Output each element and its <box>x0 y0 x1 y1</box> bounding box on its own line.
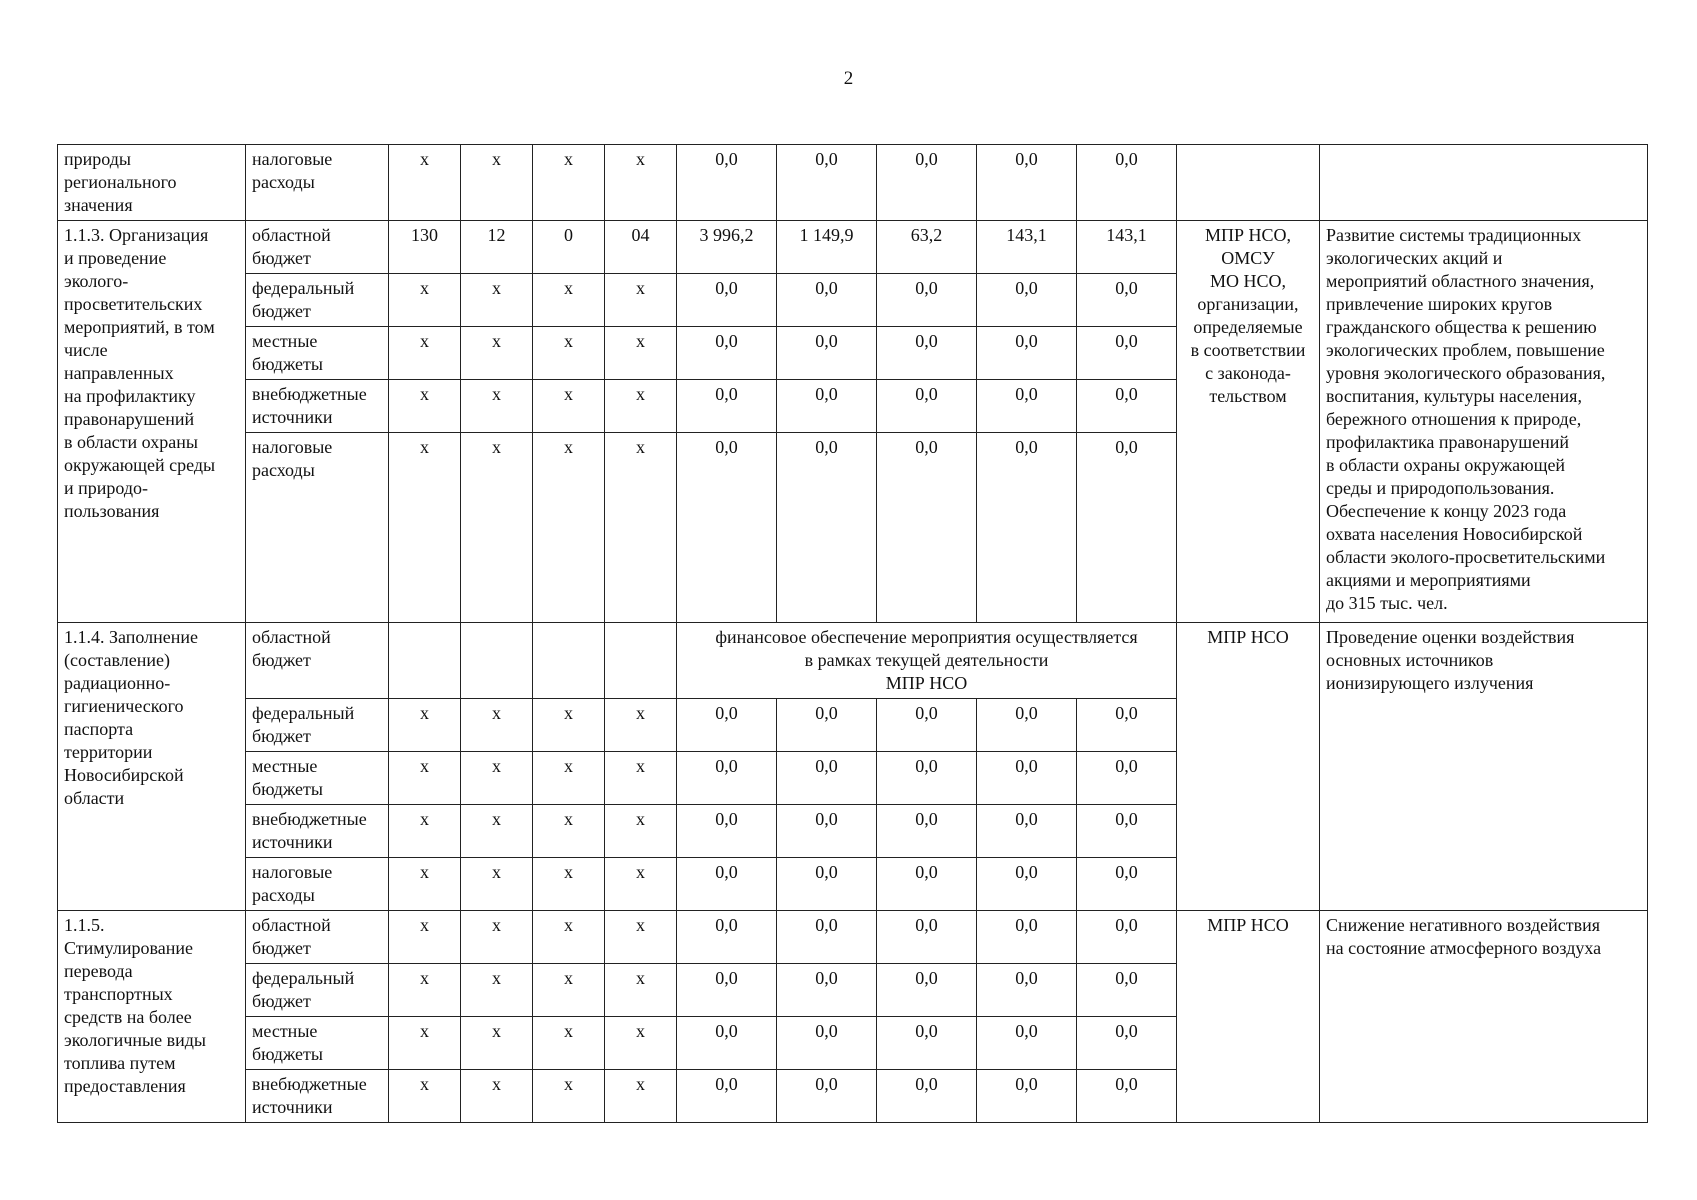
amount-cell: 0,0 <box>977 858 1077 911</box>
amount-cell: 0,0 <box>977 911 1077 964</box>
budget-code-cell: х <box>461 145 533 221</box>
funding-source-cell: областной бюджет <box>246 623 389 699</box>
budget-code-cell: х <box>605 805 677 858</box>
activity-name-cell: 1.1.3. Организация и проведение эколого- просветительских мероприятий, в том числе направленных на профилактику правонарушений в области охраны окружающей среды и природо- пользования <box>58 221 246 623</box>
budget-code-cell: х <box>605 858 677 911</box>
amount-cell: 0,0 <box>977 433 1077 623</box>
funding-source-cell: областной бюджет <box>246 911 389 964</box>
budget-code-cell: х <box>389 858 461 911</box>
budget-code-cell: х <box>533 964 605 1017</box>
budget-code-cell: 0 <box>533 221 605 274</box>
amount-cell: 0,0 <box>1077 1017 1177 1070</box>
amount-cell: 0,0 <box>977 1017 1077 1070</box>
activity-name-cell: 1.1.4. Заполнение (составление) радиационно- гигиенического паспорта территории Новосибирской области <box>58 623 246 911</box>
amount-cell: 0,0 <box>977 805 1077 858</box>
amount-cell: 0,0 <box>1077 274 1177 327</box>
table-row <box>58 623 1648 699</box>
activity-name-cell: природы регионального значения <box>58 145 246 221</box>
amount-cell: 0,0 <box>777 433 877 623</box>
amount-cell: 0,0 <box>977 752 1077 805</box>
budget-code-cell: х <box>461 1017 533 1070</box>
budget-code-cell: х <box>533 1070 605 1123</box>
amount-cell: 63,2 <box>877 221 977 274</box>
funding-source-cell: налоговые расходы <box>246 858 389 911</box>
amount-cell: 0,0 <box>677 327 777 380</box>
funding-source-cell: внебюджетные источники <box>246 805 389 858</box>
budget-code-cell: х <box>461 1070 533 1123</box>
budget-code-cell: х <box>389 911 461 964</box>
table-row <box>58 145 1648 221</box>
amount-cell: 0,0 <box>677 145 777 221</box>
executor-cell: МПР НСО <box>1177 911 1320 1123</box>
amount-cell: 0,0 <box>1077 911 1177 964</box>
activity-name-cell: 1.1.5. Стимулирование перевода транспортных средств на более экологичные виды топлива путем предоставления <box>58 911 246 1123</box>
amount-cell: 0,0 <box>977 274 1077 327</box>
amount-cell: 0,0 <box>877 805 977 858</box>
amount-cell: 0,0 <box>1077 433 1177 623</box>
budget-code-cell: х <box>605 699 677 752</box>
budget-code-cell: х <box>461 699 533 752</box>
amount-cell: 0,0 <box>677 858 777 911</box>
amount-cell: 0,0 <box>677 911 777 964</box>
table-row <box>58 911 1648 964</box>
amount-cell: 0,0 <box>877 1017 977 1070</box>
amount-cell: 0,0 <box>777 327 877 380</box>
amount-cell: 0,0 <box>777 1070 877 1123</box>
amount-cell: 0,0 <box>677 1017 777 1070</box>
budget-code-cell: х <box>389 805 461 858</box>
amount-cell: 0,0 <box>677 274 777 327</box>
budget-code-cell: х <box>461 274 533 327</box>
budget-code-cell: х <box>389 327 461 380</box>
budget-code-cell: х <box>461 433 533 623</box>
amount-cell: 0,0 <box>877 327 977 380</box>
amount-cell: 0,0 <box>877 145 977 221</box>
expected-result-cell <box>1320 145 1648 221</box>
amount-cell: 0,0 <box>877 964 977 1017</box>
budget-code-cell: х <box>389 274 461 327</box>
budget-code-cell: х <box>533 805 605 858</box>
expected-result-cell: Развитие системы традиционных экологических акций и мероприятий областного значения, привлечение широких кругов гражданского общества к решению экологических проблем, повышение уровня экологического образования, воспитания, культуры населения, бережного отношения к природе, профилактика правонарушений в области охраны окружающей среды и природопользования. Обеспечение к концу 2023 года охвата населения Новосибирской области эколого-просветительскими акциями и мероприятиями до 315 тыс. чел. <box>1320 221 1648 623</box>
amount-cell: 3 996,2 <box>677 221 777 274</box>
budget-code-cell: х <box>605 1017 677 1070</box>
amount-cell: 0,0 <box>677 805 777 858</box>
amount-cell: 0,0 <box>677 1070 777 1123</box>
amount-cell: 0,0 <box>877 858 977 911</box>
budget-code-cell: х <box>461 805 533 858</box>
amount-cell: 0,0 <box>1077 752 1177 805</box>
budget-code-cell: х <box>461 752 533 805</box>
budget-code-cell: х <box>533 911 605 964</box>
table-row <box>58 221 1648 274</box>
amount-cell: 0,0 <box>977 380 1077 433</box>
amount-cell: 0,0 <box>777 858 877 911</box>
budget-code-cell: х <box>461 911 533 964</box>
amount-cell: 0,0 <box>777 699 877 752</box>
amount-cell: 0,0 <box>1077 805 1177 858</box>
amount-cell: 0,0 <box>877 380 977 433</box>
budget-code-cell: х <box>605 433 677 623</box>
amount-cell: 0,0 <box>777 911 877 964</box>
budget-code-cell: х <box>605 752 677 805</box>
amount-cell: 0,0 <box>877 752 977 805</box>
budget-code-cell: х <box>389 1017 461 1070</box>
amount-cell: 0,0 <box>1077 699 1177 752</box>
amount-cell: 0,0 <box>1077 964 1177 1017</box>
amount-cell: 0,0 <box>777 752 877 805</box>
funding-source-cell: внебюджетные источники <box>246 380 389 433</box>
amount-cell: 0,0 <box>977 327 1077 380</box>
funding-source-cell: местные бюджеты <box>246 1017 389 1070</box>
budget-code-cell <box>461 623 533 699</box>
budget-code-cell: х <box>461 327 533 380</box>
amount-cell: 0,0 <box>877 433 977 623</box>
budget-code-cell: х <box>389 380 461 433</box>
budget-code-cell: х <box>533 433 605 623</box>
page-number: 2 <box>843 68 854 89</box>
budget-code-cell: х <box>605 964 677 1017</box>
amount-cell: 0,0 <box>977 1070 1077 1123</box>
amount-cell: 0,0 <box>777 380 877 433</box>
amount-cell: 0,0 <box>1077 380 1177 433</box>
amount-cell: 0,0 <box>777 1017 877 1070</box>
amount-cell: 0,0 <box>977 699 1077 752</box>
program-activities-table <box>57 144 1648 1123</box>
funding-source-cell: местные бюджеты <box>246 752 389 805</box>
amount-cell: 0,0 <box>777 805 877 858</box>
budget-code-cell: х <box>605 274 677 327</box>
budget-code-cell <box>605 623 677 699</box>
budget-code-cell: х <box>533 752 605 805</box>
budget-code-cell: х <box>605 145 677 221</box>
amount-cell: 0,0 <box>977 964 1077 1017</box>
budget-code-cell: х <box>389 145 461 221</box>
amount-cell: 0,0 <box>877 274 977 327</box>
funding-source-cell: местные бюджеты <box>246 327 389 380</box>
budget-code-cell: х <box>533 327 605 380</box>
amount-cell: 0,0 <box>777 964 877 1017</box>
budget-code-cell: х <box>389 699 461 752</box>
budget-code-cell: х <box>605 380 677 433</box>
expected-result-cell: Снижение негативного воздействия на состояние атмосферного воздуха <box>1320 911 1648 1123</box>
budget-code-cell: х <box>605 327 677 380</box>
budget-code-cell: х <box>605 1070 677 1123</box>
budget-code-cell: х <box>605 911 677 964</box>
budget-code-cell <box>533 623 605 699</box>
funding-source-cell: федеральный бюджет <box>246 699 389 752</box>
amount-cell: 0,0 <box>677 433 777 623</box>
amount-cell: 1 149,9 <box>777 221 877 274</box>
budget-code-cell: х <box>461 858 533 911</box>
amount-cell: 0,0 <box>977 145 1077 221</box>
funding-source-cell: областной бюджет <box>246 221 389 274</box>
executor-cell: МПР НСО <box>1177 623 1320 911</box>
budget-code-cell: х <box>533 380 605 433</box>
budget-code-cell: х <box>389 1070 461 1123</box>
funding-source-cell: федеральный бюджет <box>246 274 389 327</box>
budget-code-cell <box>389 623 461 699</box>
amount-cell: 0,0 <box>1077 858 1177 911</box>
budget-code-cell: х <box>533 274 605 327</box>
funding-source-cell: федеральный бюджет <box>246 964 389 1017</box>
budget-code-cell: х <box>389 752 461 805</box>
budget-code-cell: 130 <box>389 221 461 274</box>
budget-code-cell: 04 <box>605 221 677 274</box>
amount-cell: 0,0 <box>777 145 877 221</box>
budget-code-cell: х <box>461 964 533 1017</box>
amount-cell: 0,0 <box>877 911 977 964</box>
amount-cell: 143,1 <box>977 221 1077 274</box>
amount-cell: 0,0 <box>1077 327 1177 380</box>
budget-code-cell: х <box>533 1017 605 1070</box>
amount-cell: 0,0 <box>677 380 777 433</box>
amount-cell: 0,0 <box>877 1070 977 1123</box>
budget-code-cell: х <box>389 964 461 1017</box>
executor-cell <box>1177 145 1320 221</box>
amount-cell: 0,0 <box>777 274 877 327</box>
financing-note-cell: финансовое обеспечение мероприятия осуществляется в рамках текущей деятельности МПР НСО <box>677 623 1177 699</box>
budget-code-cell: х <box>389 433 461 623</box>
budget-code-cell: 12 <box>461 221 533 274</box>
amount-cell: 0,0 <box>677 752 777 805</box>
budget-code-cell: х <box>461 380 533 433</box>
budget-code-cell: х <box>533 858 605 911</box>
funding-source-cell: налоговые расходы <box>246 433 389 623</box>
amount-cell: 0,0 <box>677 699 777 752</box>
expected-result-cell: Проведение оценки воздействия основных источников ионизирующего излучения <box>1320 623 1648 911</box>
executor-cell: МПР НСО, ОМСУ МО НСО, организации, определяемые в соответствии с законода- тельством <box>1177 221 1320 623</box>
amount-cell: 0,0 <box>1077 1070 1177 1123</box>
amount-cell: 0,0 <box>677 964 777 1017</box>
funding-source-cell: внебюджетные источники <box>246 1070 389 1123</box>
budget-code-cell: х <box>533 699 605 752</box>
amount-cell: 0,0 <box>1077 145 1177 221</box>
amount-cell: 143,1 <box>1077 221 1177 274</box>
budget-code-cell: х <box>533 145 605 221</box>
amount-cell: 0,0 <box>877 699 977 752</box>
funding-source-cell: налоговые расходы <box>246 145 389 221</box>
